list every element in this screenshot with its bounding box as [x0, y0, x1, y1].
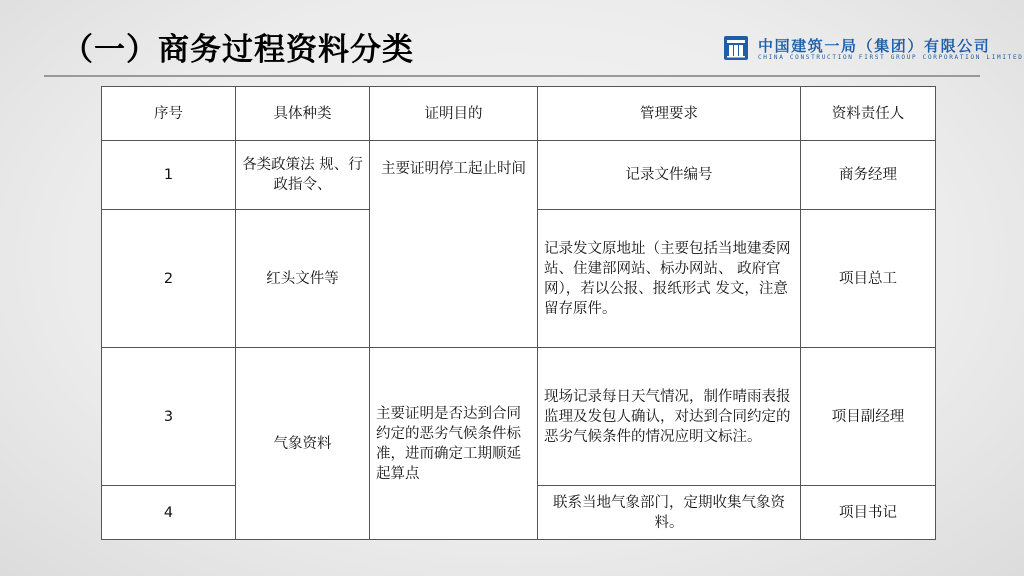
row-number: 3: [102, 348, 236, 486]
row-number: 4: [102, 486, 236, 540]
purpose-cell: 主要证明是否达到合同约定的恶劣气候条件标准，进而确定工期顺延起算点: [370, 348, 538, 540]
owner-cell: 项目书记: [801, 486, 936, 540]
requirement-cell: 现场记录每日天气情况，制作晴雨表报监理及发包人确认，对达到合同约定的恶劣气候条件的情况应明文标注。: [538, 348, 801, 486]
header-cell: 序号: [102, 87, 236, 141]
owner-cell: 商务经理: [801, 141, 936, 210]
owner-cell: 项目副经理: [801, 348, 936, 486]
page-title: （一）商务过程资料分类: [62, 32, 414, 68]
row-number: 2: [102, 210, 236, 348]
row-number: 1: [102, 141, 236, 210]
header-cell: 证明目的: [370, 87, 538, 141]
table-row: [102, 141, 936, 210]
company-logo: [724, 36, 1024, 64]
requirement-cell: 记录发文原地址（主要包括当地建委网站、住建部网站、标办网站、 政府官网），若以公报、报纸形式 发文，注意留存原件。: [538, 210, 801, 348]
owner-cell: 项目总工: [801, 210, 936, 348]
company-name-cn: 中国建筑一局（集团）有限公司: [758, 37, 991, 55]
requirement-cell: 记录文件编号: [538, 141, 801, 210]
header-cell: 具体种类: [236, 87, 370, 141]
cscec-logo-icon: [724, 36, 748, 60]
category-cell: 气象资料: [236, 348, 370, 540]
company-name-en: CHINA CONSTRUCTION FIRST GROUP CORPORATION LIMITED: [758, 54, 1024, 61]
title-divider: [44, 75, 980, 77]
requirement-cell: 联系当地气象部门，定期收集气象资料。: [538, 486, 801, 540]
materials-table: [101, 86, 936, 540]
purpose-cell: 主要证明停工起止时间: [370, 141, 538, 348]
header-cell: 管理要求: [538, 87, 801, 141]
category-cell: 红头文件等: [236, 210, 370, 348]
table-header-row: [102, 87, 936, 141]
header-cell: 资料责任人: [801, 87, 936, 141]
category-cell: 各类政策法 规、行政指令、: [236, 141, 370, 210]
table-row: [102, 348, 936, 486]
